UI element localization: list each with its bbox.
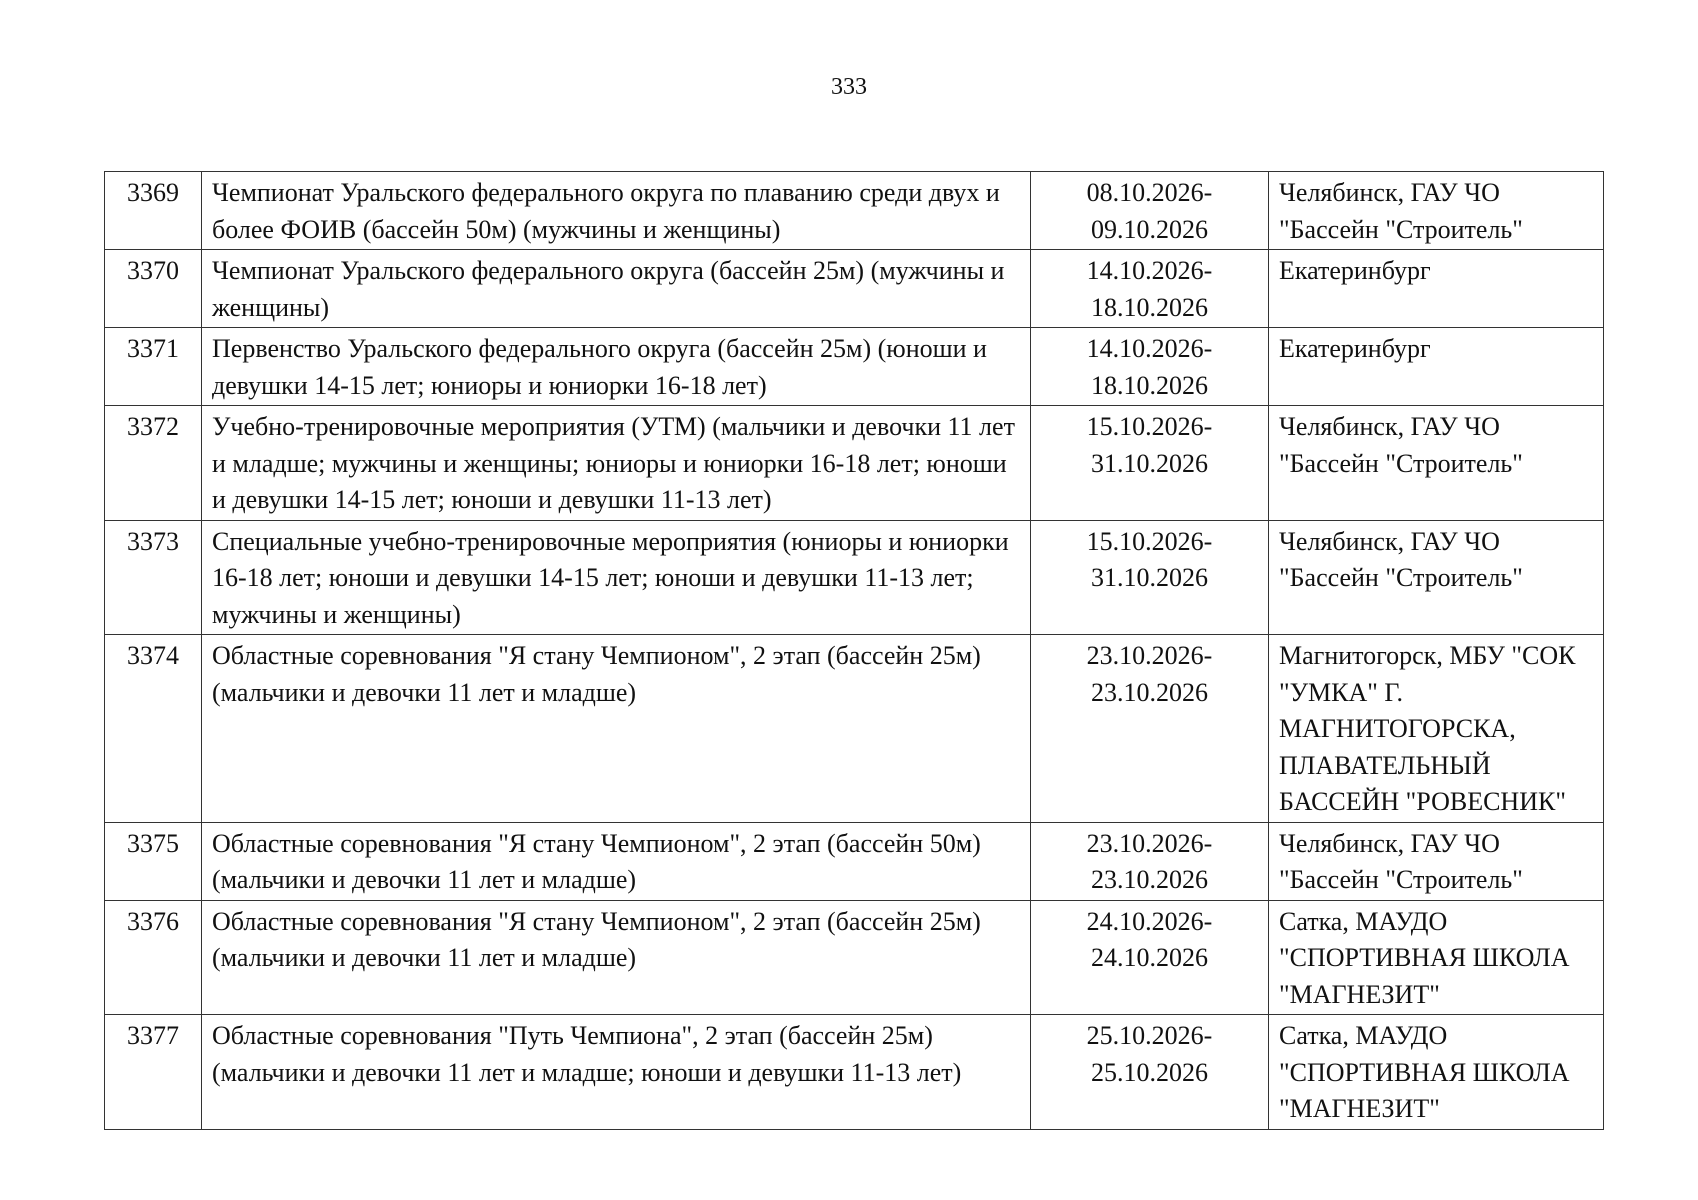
events-table [104, 171, 1604, 1130]
event-dates: 25.10.2026-25.10.2026 [1031, 1015, 1269, 1130]
event-place: Челябинск, ГАУ ЧО "Бассейн "Строитель" [1269, 520, 1604, 635]
event-id: 3374 [105, 635, 202, 823]
event-name: Чемпионат Уральского федерального округа по плаванию среди двух и более ФОИВ (бассейн 50м) (мужчины и женщины) [202, 172, 1031, 250]
event-dates: 15.10.2026-31.10.2026 [1031, 406, 1269, 521]
page-number: 333 [831, 74, 867, 100]
table-row [105, 1015, 1604, 1130]
event-id: 3370 [105, 250, 202, 328]
event-place: Челябинск, ГАУ ЧО "Бассейн "Строитель" [1269, 822, 1604, 900]
event-id: 3371 [105, 328, 202, 406]
event-place: Челябинск, ГАУ ЧО "Бассейн "Строитель" [1269, 172, 1604, 250]
event-name: Учебно-тренировочные мероприятия (УТМ) (мальчики и девочки 11 лет и младше; мужчины и женщины; юниоры и юниорки 16-18 лет; юноши и девушки 14-15 лет; юноши и девушки 11-13 лет) [202, 406, 1031, 521]
event-dates: 23.10.2026-23.10.2026 [1031, 635, 1269, 823]
event-id: 3369 [105, 172, 202, 250]
event-id: 3377 [105, 1015, 202, 1130]
event-name: Чемпионат Уральского федерального округа (бассейн 25м) (мужчины и женщины) [202, 250, 1031, 328]
event-id: 3376 [105, 900, 202, 1015]
event-dates: 08.10.2026-09.10.2026 [1031, 172, 1269, 250]
event-place: Екатеринбург [1269, 328, 1604, 406]
table-row [105, 635, 1604, 823]
event-name: Первенство Уральского федерального округа (бассейн 25м) (юноши и девушки 14-15 лет; юниоры и юниорки 16-18 лет) [202, 328, 1031, 406]
table-row [105, 406, 1604, 521]
event-name: Областные соревнования "Я стану Чемпионом", 2 этап (бассейн 50м) (мальчики и девочки 11 лет и младше) [202, 822, 1031, 900]
event-name: Областные соревнования "Путь Чемпиона", 2 этап (бассейн 25м) (мальчики и девочки 11 лет и младше; юноши и девушки 11-13 лет) [202, 1015, 1031, 1130]
table-row [105, 250, 1604, 328]
event-dates: 15.10.2026-31.10.2026 [1031, 520, 1269, 635]
event-name: Областные соревнования "Я стану Чемпионом", 2 этап (бассейн 25м) (мальчики и девочки 11 лет и младше) [202, 900, 1031, 1015]
event-id: 3373 [105, 520, 202, 635]
event-id: 3375 [105, 822, 202, 900]
table-row [105, 822, 1604, 900]
table-row [105, 900, 1604, 1015]
event-place: Сатка, МАУДО "СПОРТИВНАЯ ШКОЛА "МАГНЕЗИТ" [1269, 900, 1604, 1015]
event-id: 3372 [105, 406, 202, 521]
event-name: Специальные учебно-тренировочные мероприятия (юниоры и юниорки 16-18 лет; юноши и девушки 14-15 лет; юноши и девушки 11-13 лет; мужчины и женщины) [202, 520, 1031, 635]
table-row [105, 172, 1604, 250]
table-row [105, 520, 1604, 635]
table-row [105, 328, 1604, 406]
event-dates: 14.10.2026-18.10.2026 [1031, 250, 1269, 328]
event-place: Челябинск, ГАУ ЧО "Бассейн "Строитель" [1269, 406, 1604, 521]
event-dates: 14.10.2026-18.10.2026 [1031, 328, 1269, 406]
event-dates: 23.10.2026-23.10.2026 [1031, 822, 1269, 900]
event-dates: 24.10.2026-24.10.2026 [1031, 900, 1269, 1015]
event-place: Екатеринбург [1269, 250, 1604, 328]
event-place: Сатка, МАУДО "СПОРТИВНАЯ ШКОЛА "МАГНЕЗИТ" [1269, 1015, 1604, 1130]
event-place: Магнитогорск, МБУ "СОК "УМКА" Г. МАГНИТОГОРСКА, ПЛАВАТЕЛЬНЫЙ БАССЕЙН "РОВЕСНИК" [1269, 635, 1604, 823]
event-name: Областные соревнования "Я стану Чемпионом", 2 этап (бассейн 25м) (мальчики и девочки 11 лет и младше) [202, 635, 1031, 823]
